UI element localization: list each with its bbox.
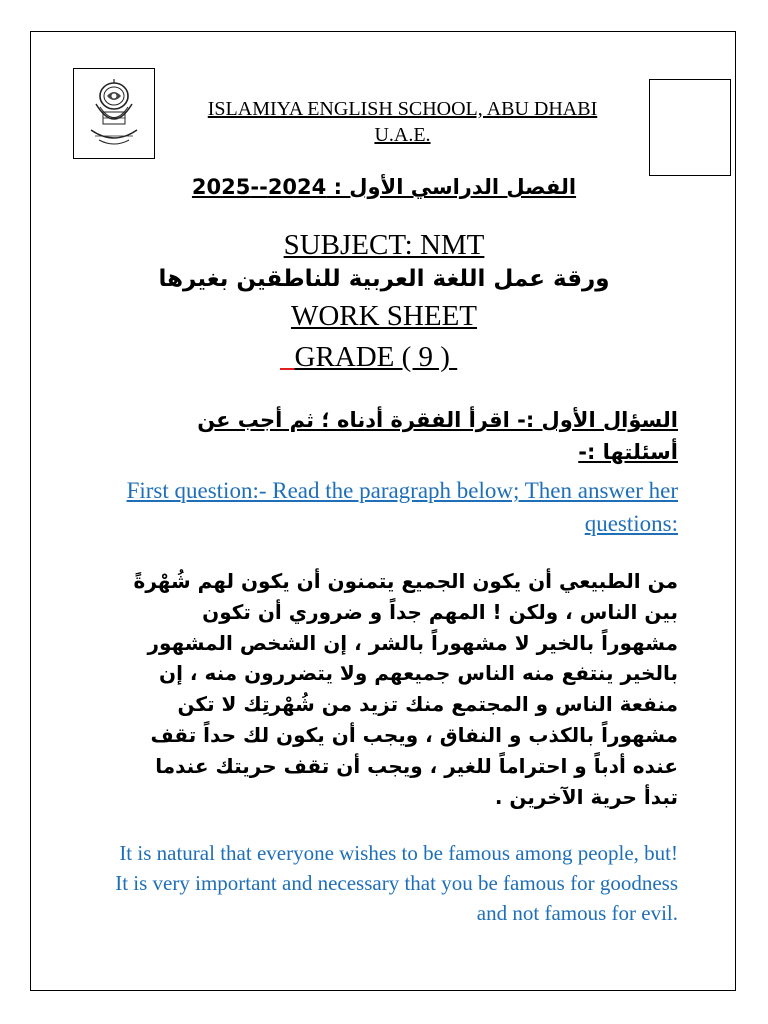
grade-underline-spacer — [280, 341, 295, 373]
school-header — [156, 96, 649, 148]
school-country: U.A.E. — [374, 124, 431, 146]
paragraph-english: It is natural that everyone wishes to be famous among people, but! It is very important and necessary that you be famous for goodness and not famous for evil. — [115, 841, 678, 925]
subject-label: SUBJECT: NMT — [283, 229, 485, 261]
photo-placeholder-box — [649, 79, 731, 176]
grade-label: GRADE ( 9 ) — [294, 341, 450, 373]
arabic-worksheet-title: ورقة عمل اللغة العربية للناطقين بغيرها — [158, 266, 610, 292]
school-name: ISLAMIYA ENGLISH SCHOOL, ABU DHABI — [207, 98, 598, 120]
grade-heading — [280, 340, 540, 374]
school-logo — [73, 68, 155, 159]
worksheet-heading — [160, 299, 608, 333]
worksheet-label: WORK SHEET — [290, 300, 478, 332]
question-english: First question:- Read the paragraph below; Then answer her questions: — [126, 478, 678, 536]
subject-heading — [160, 228, 608, 262]
question-arabic: السؤال الأول :- اقرأ الفقرة أدناه ؛ ثم أجب عن أسئلتها :- — [197, 408, 678, 464]
paragraph-arabic: من الطبيعي أن يكون الجميع يتمنون أن يكون لهم شُهْرةً بين الناس ، ولكن ! المهم جداً و ضروري أن تكون مشهوراً بالخير لا مشهوراً بالشر ، إن الشخص المشهور بالخير ينتفع منه الناس جميعهم ولا يتضررون منه ، إن منفعة الناس و المجتمع منك تزيد من شُهْرتِك لا تكن مشهوراً بالكذب و النفاق ، ويجب أن يكون لك حداً تقف عنده أدباً و احتراماً للغير ، ويجب أن تقف حريتك عندما تبدأ حرية الآخرين . — [133, 569, 678, 809]
term-heading: الفصل الدراسي الأول : 2024--2025 — [191, 175, 577, 199]
school-crest-icon — [83, 74, 145, 154]
